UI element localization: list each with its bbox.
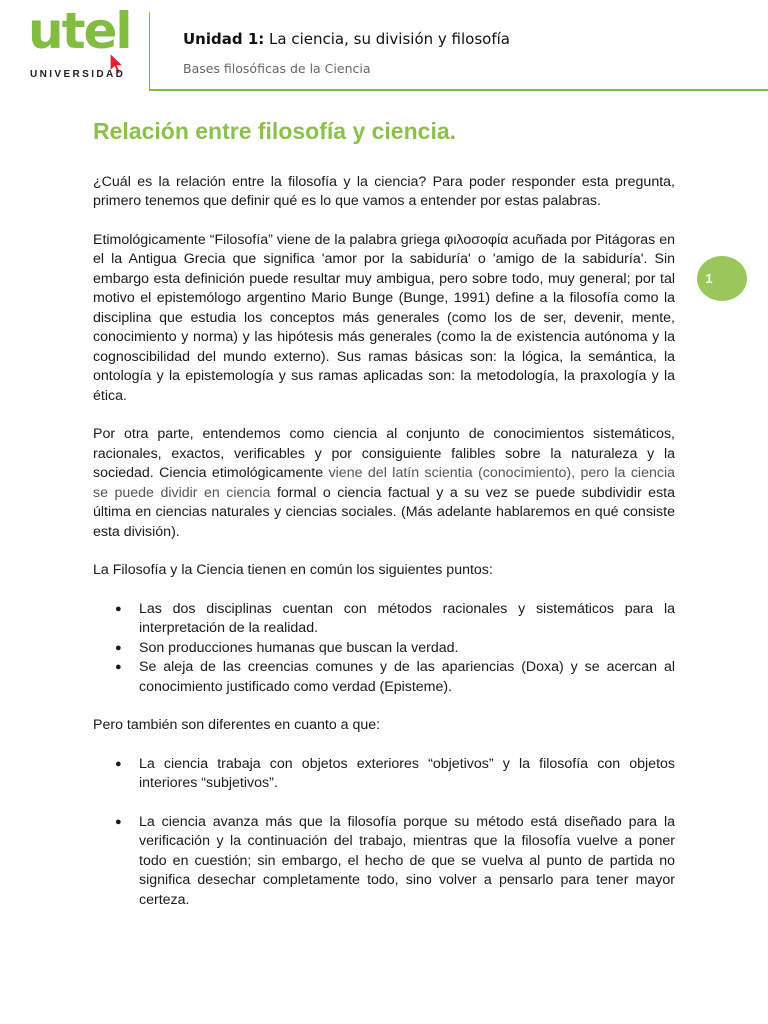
header-divider-vertical: [149, 12, 150, 90]
utel-logo: [28, 2, 138, 84]
unit-label: Unidad 1:: [183, 30, 265, 48]
document-body: [93, 118, 675, 929]
list-item: ● La ciencia avanza más que la filosofía porque su método está diseñado para la verificación y la continuación del trabajo, mientras que la filosofía vuelve a poner todo en cuestión; sin embargo, el hecho de que se vuelva al punto de partida no significa desechar completamente todo, sino volver a pensarlo para tener mayor certeza.: [93, 813, 675, 911]
course-subtitle: Bases filosóficas de la Ciencia: [183, 61, 371, 76]
paragraph-science: [93, 425, 675, 542]
list-item: ● La ciencia trabaja con objetos exteriores “objetivos” y la filosofía con objetos interiores “subjetivos”.: [93, 755, 675, 794]
list-item: ● Las dos disciplinas cuentan con métodos racionales y sistemáticos para la interpretación de la realidad.: [93, 600, 675, 639]
paragraph-philosophy: Etimológicamente “Filosofía” viene de la palabra griega φιλοσοφία acuñada por Pitágoras en el la Antigua Grecia que significa 'amor por la sabiduría' o 'amigo de la sabiduría'. Sin embargo esta definición puede resultar muy ambigua, pero sobre todo, muy general; por tal motivo el epistemólogo argentino Mario Bunge (Bunge, 1991) define a la filosofía como la disciplina que estudia los conceptos más generales (como los de ser, devenir, mente, conocimiento y norma) y las hipótesis más generales (como la de existencia autónoma y la cognoscibilidad del mundo externo). Sus ramas básicas son: la lógica, la semántica, la ontología y la epistemología y sus ramas aplicadas son: la metodología, la praxología y la ética.: [93, 231, 675, 404]
list-item: ● Se aleja de las creencias comunes y de las apariencias (Doxa) y se acercan al conocimiento justificado como verdad (Episteme).: [93, 658, 675, 697]
paragraph-intro: ¿Cuál es la relación entre la filosofía y la ciencia? Para poder responder esta pregunta, primero tenemos que definir qué es lo que vamos a entender por estas palabras.: [93, 173, 675, 210]
header-divider-horizontal: [149, 89, 768, 91]
science-text-a: Por otra parte, entendemos como ciencia al conjunto de conocimientos sistemáticos, racionales, exactos, verificables y por consiguiente falibles sobre la naturaleza y la sociedad. Ciencia etimológicamente: [93, 426, 675, 482]
page-header: [0, 0, 768, 92]
logo-wordmark: utel: [28, 2, 131, 60]
common-points-list: [93, 600, 675, 698]
differences-list: [93, 755, 675, 911]
science-text-b: viene del latín scientia (conocimiento), pero la ciencia se puede dividir en ciencia: [93, 465, 675, 501]
unit-title: [183, 30, 510, 48]
science-text-c: formal o ciencia factual y a su vez se puede subdividir esta última en ciencias naturales y ciencias sociales. (Más adelante hablaremos en qué consiste esta división).: [93, 484, 675, 540]
list-item: ● Son producciones humanas que buscan la verdad.: [93, 639, 675, 659]
paragraph-differences-intro: Pero también son diferentes en cuanto a que:: [93, 717, 381, 734]
paragraph-common-intro: La Filosofía y la Ciencia tienen en común los siguientes puntos:: [93, 562, 493, 579]
page-number-badge: 1: [697, 256, 747, 301]
section-title: Relación entre filosofía y ciencia.: [93, 118, 457, 144]
unit-name: La ciencia, su división y filosofía: [264, 30, 510, 48]
logo-subtitle: UNIVERSIDAD: [30, 69, 126, 80]
